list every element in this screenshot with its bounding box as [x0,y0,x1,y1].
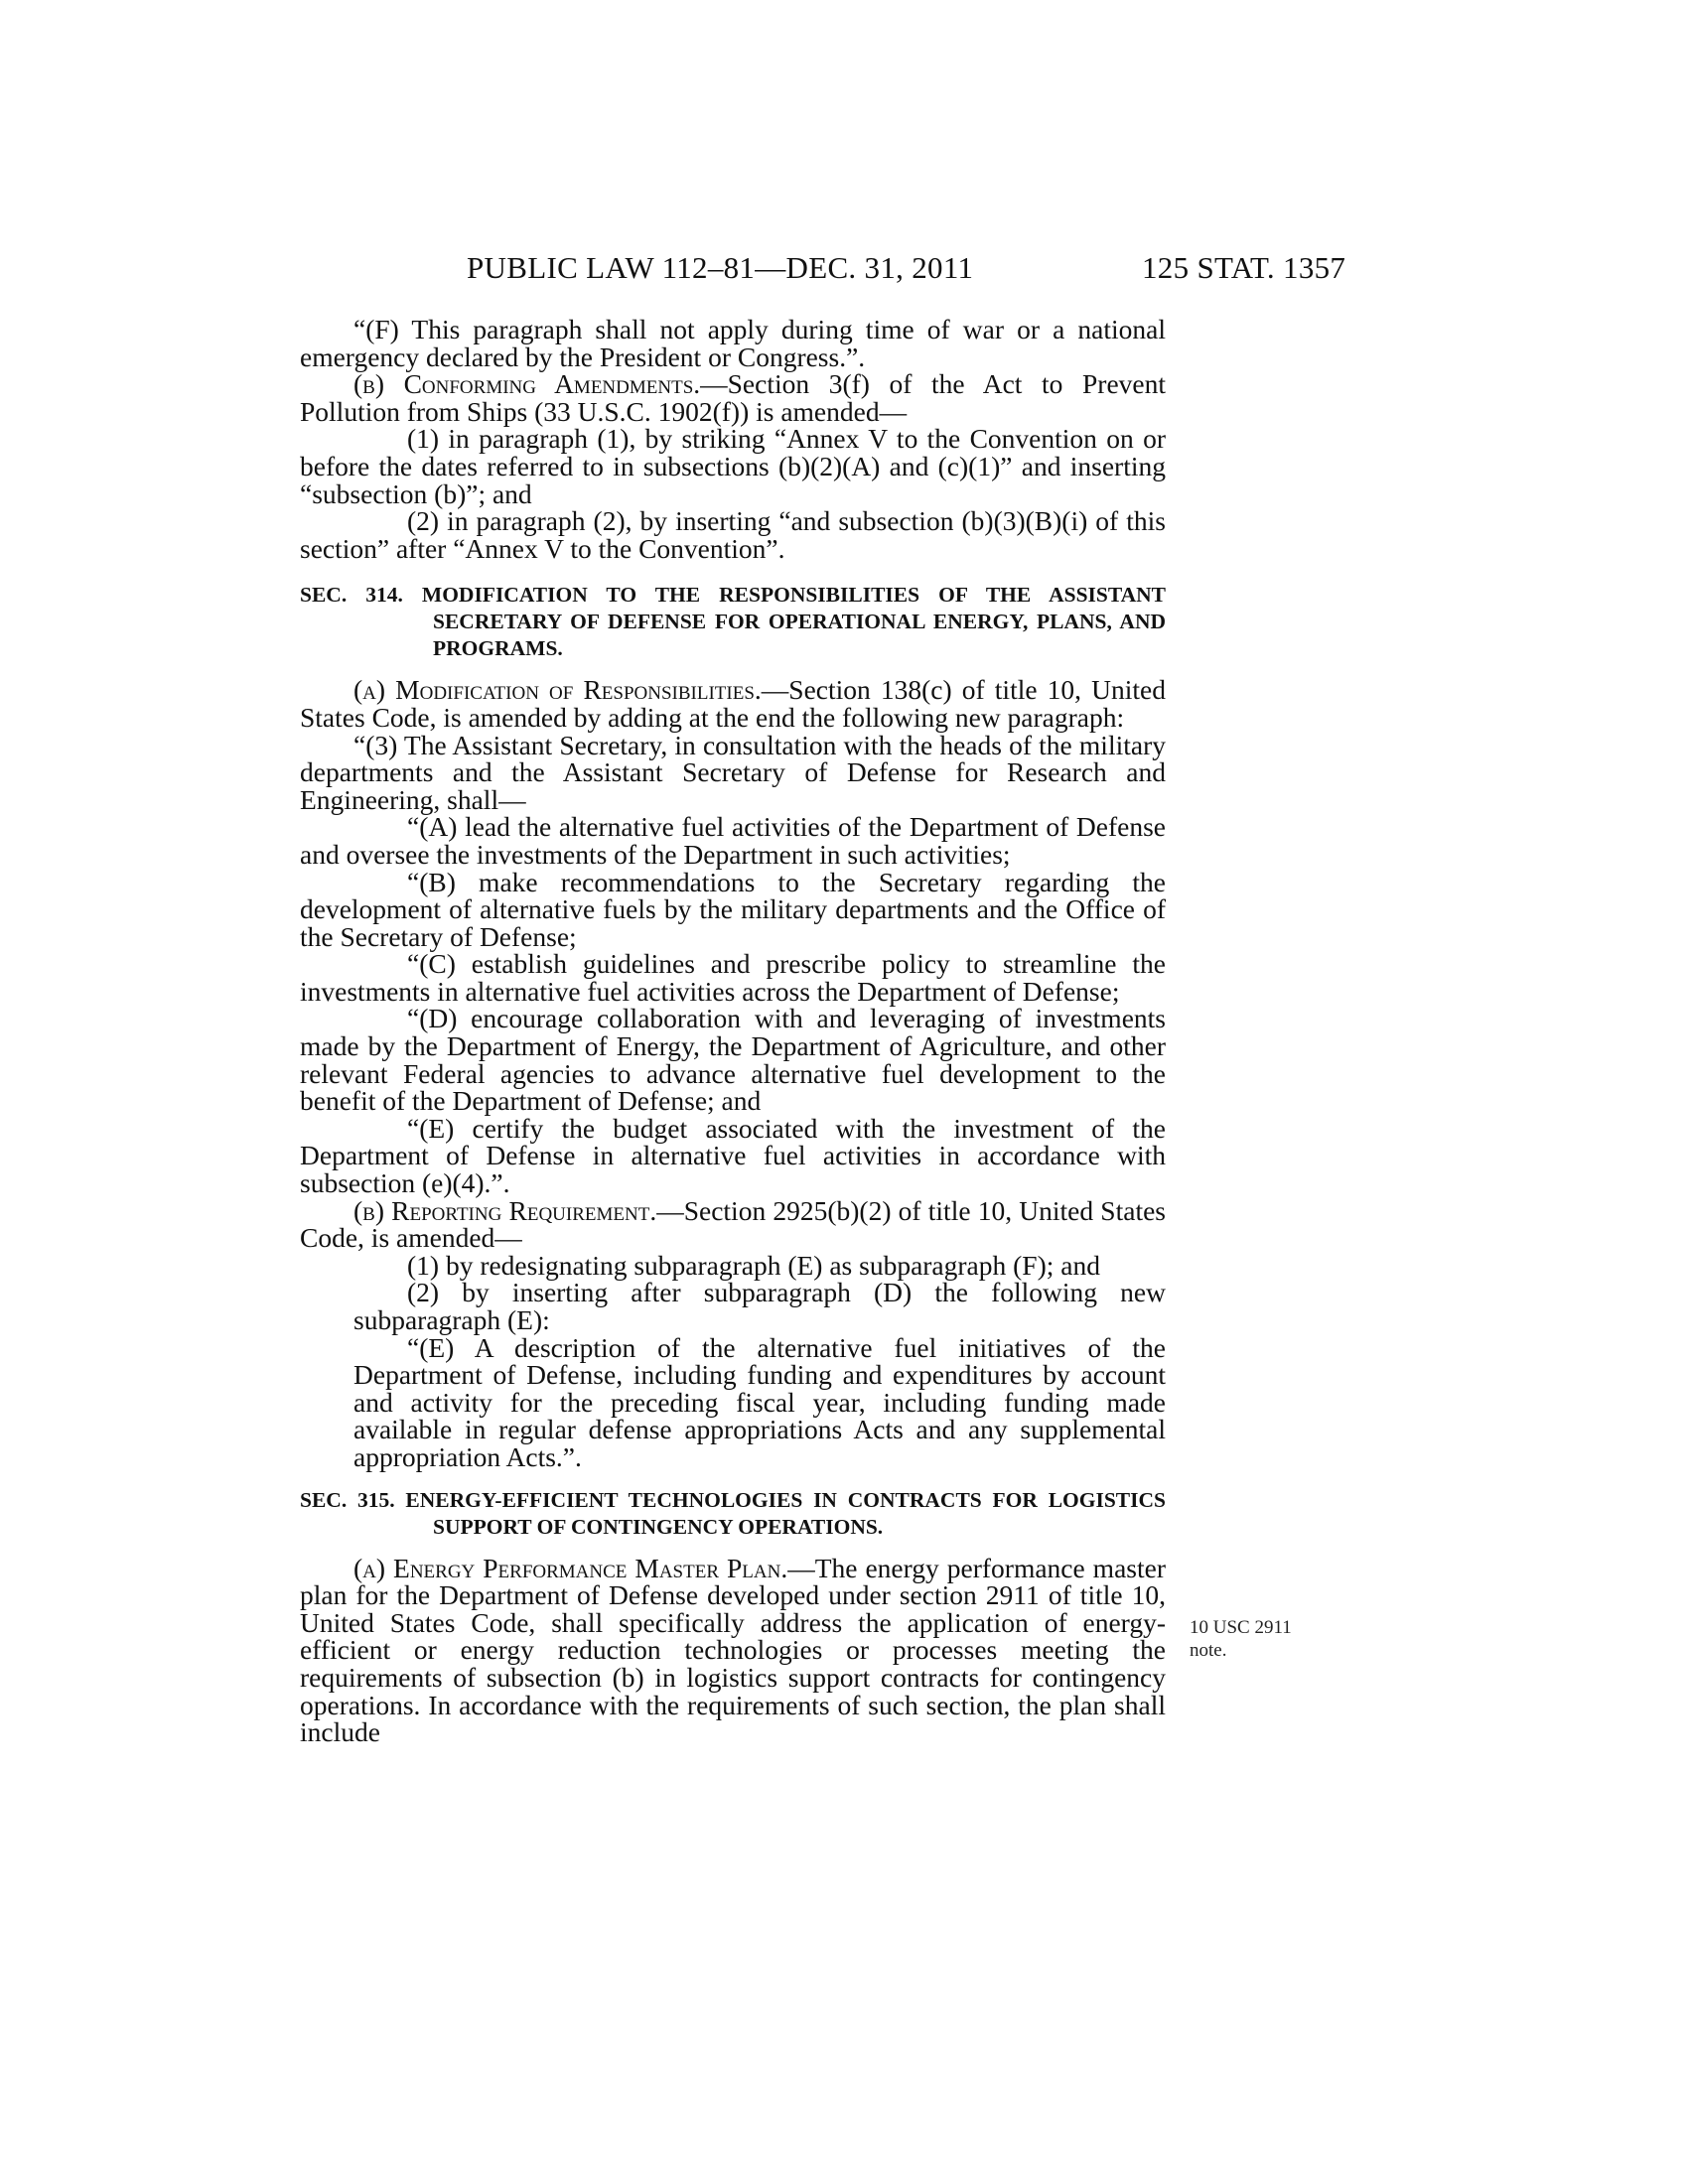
quoted-paragraph-3: “(3) The Assistant Secretary, in consultation with the heads of the military departments and the Assistant Secretary of Defense for Research and Engineering, shall— [300,729,1166,815]
subsection-b-reporting [300,1194,1166,1254]
margin-citation-note [1190,1616,1292,1662]
paragraph-2: (2) in paragraph (2), by inserting “and subsection (b)(3)(B)(i) of this section” after “Annex V to the Convention”. [300,505,1166,564]
subsection-caption: (b) Reporting Requirement. [353,1194,657,1226]
subsection-text: —Section 3(f) of the Act to Prevent Pollution from Ships (33 U.S.C. 1902(f)) is amended— [300,368,1166,427]
quoted-subparagraph-d: “(D) encourage collaboration with and leveraging of investments made by the Department of Energy, the Department of Agriculture, and other relevant Federal agencies to advance alternative fuel development to the benefit of the Department of Defense; and [300,1003,1166,1117]
section-314-heading: SEC. 314. MODIFICATION TO THE RESPONSIBILITIES OF THE ASSISTANT SECRETARY OF DEFENSE FOR OPERATIONAL ENERGY, PLANS, AND PROGRAMS. [300,583,1166,661]
subsection-caption: (a) Modification of Responsibilities. [353,674,762,706]
statute-text [300,316,1166,1746]
running-head: PUBLIC LAW 112–81—DEC. 31, 2011 [467,250,974,285]
subsection-a-modification [300,676,1166,731]
subsection-caption: (a) Energy Performance Master Plan. [353,1552,788,1583]
paragraph-1: (1) in paragraph (1), by striking “Annex V to the Convention on or before the dates referred to in subsections (b)(2)(A) and (c)(1)” and inserting “subsection (b)”; and [300,423,1166,509]
margin-note-label: note. [1190,1640,1227,1661]
quoted-subparagraph-a: “(A) lead the alternative fuel activities of the Department of Defense and oversee the investments of the Department in such activities; [300,811,1166,870]
quoted-subparagraph-b: “(B) make recommendations to the Secretary regarding the development of alternative fuels by the military departments and the Office of the Secretary of Defense; [300,866,1166,952]
quoted-new-subparagraph-e: “(E) A description of the alternative fuel initiatives of the Department of Defense, including funding and expenditures by account and activity for the preceding fiscal year, including funding made available in regular defense appropriations Acts and any supplemental appropriation Acts.”. [353,1331,1166,1472]
quoted-subparagraph-e: “(E) certify the budget associated with the investment of the Department of Defense in alternative fuel activities in accordance with subsection (e)(4).”. [300,1112,1166,1199]
subsection-text: —Section 2925(b)(2) of title 10, United States Code, is amended— [300,1194,1166,1254]
subsection-caption: (b) Conforming Amendments. [353,368,701,400]
subsection-text: —Section 138(c) of title 10, United States Code, is amended by adding at the end the following new paragraph: [300,674,1167,733]
quoted-subparagraph: “(F) This paragraph shall not apply during time of war or a national emergency declared by the President or Congress.”. [300,314,1166,372]
margin-citation: 10 USC 2911 [1190,1617,1292,1638]
reporting-paragraph-2: (2) by inserting after subparagraph (D) the following new subparagraph (E): [353,1277,1166,1335]
subsection-b-conforming [300,370,1166,425]
stat-page-reference: 125 STAT. 1357 [1142,250,1346,285]
subsection-a-master-plan [300,1552,1166,1748]
subsection-text: —The energy performance master plan for the Department of Defense developed under section 2911 of title 10, United States Code, shall specifically address the application of energy-efficient or energy reduction technologies or processes meeting the requirements of subsection (b) in logistics support contracts for contingency operations. In accordance with the requirements of such section, the plan shall include [300,1552,1166,1748]
reporting-paragraph-1: (1) by redesignating subparagraph (E) as subparagraph (F); and [407,1249,1100,1281]
quoted-subparagraph-c: “(C) establish guidelines and prescribe policy to streamline the investments in alternative fuel activities across the Department of Defense; [300,948,1166,1007]
section-315-heading: SEC. 315. ENERGY-EFFICIENT TECHNOLOGIES IN CONTRACTS FOR LOGISTICS SUPPORT OF CONTINGENCY OPERATIONS. [300,1487,1166,1539]
